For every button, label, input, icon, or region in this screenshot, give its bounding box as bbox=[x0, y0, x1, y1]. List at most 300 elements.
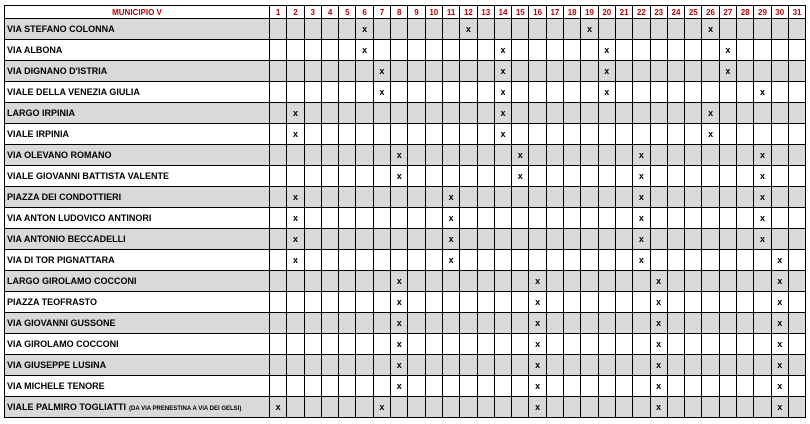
day-cell bbox=[270, 103, 287, 124]
day-cell bbox=[719, 187, 736, 208]
day-cell bbox=[321, 40, 338, 61]
day-cell bbox=[408, 208, 425, 229]
day-cell bbox=[737, 61, 754, 82]
day-header-30: 30 bbox=[771, 6, 788, 19]
day-cell bbox=[356, 250, 373, 271]
scheduled-mark: x bbox=[287, 208, 304, 229]
day-cell bbox=[685, 19, 702, 40]
scheduled-mark: x bbox=[771, 334, 788, 355]
day-cell bbox=[321, 229, 338, 250]
day-header-16: 16 bbox=[529, 6, 546, 19]
day-cell bbox=[321, 103, 338, 124]
day-cell bbox=[460, 124, 477, 145]
day-cell bbox=[564, 313, 581, 334]
day-cell bbox=[287, 313, 304, 334]
day-cell bbox=[564, 292, 581, 313]
day-cell bbox=[321, 292, 338, 313]
scheduled-mark: x bbox=[494, 103, 511, 124]
scheduled-mark: x bbox=[633, 166, 650, 187]
table-row bbox=[5, 187, 806, 208]
day-cell bbox=[667, 229, 684, 250]
day-cell bbox=[737, 19, 754, 40]
day-cell bbox=[442, 103, 459, 124]
day-cell bbox=[304, 145, 321, 166]
scheduled-mark: x bbox=[494, 40, 511, 61]
day-cell bbox=[442, 334, 459, 355]
table-row bbox=[5, 397, 806, 418]
scheduled-mark: x bbox=[650, 334, 667, 355]
day-cell bbox=[564, 376, 581, 397]
day-cell bbox=[321, 355, 338, 376]
day-cell bbox=[702, 250, 719, 271]
day-cell bbox=[304, 271, 321, 292]
day-cell bbox=[581, 334, 598, 355]
day-cell bbox=[356, 166, 373, 187]
scheduled-mark: x bbox=[356, 40, 373, 61]
day-cell bbox=[615, 40, 632, 61]
day-cell bbox=[512, 19, 529, 40]
day-cell bbox=[788, 103, 805, 124]
day-cell bbox=[512, 187, 529, 208]
day-cell bbox=[339, 82, 356, 103]
scheduled-mark: x bbox=[702, 124, 719, 145]
scheduled-mark: x bbox=[650, 313, 667, 334]
day-cell bbox=[737, 355, 754, 376]
street-name-cell bbox=[5, 103, 270, 124]
day-cell bbox=[719, 208, 736, 229]
day-cell bbox=[667, 376, 684, 397]
day-cell bbox=[287, 376, 304, 397]
day-cell bbox=[581, 61, 598, 82]
day-cell bbox=[598, 229, 615, 250]
scheduled-mark: x bbox=[754, 187, 771, 208]
day-cell bbox=[546, 334, 563, 355]
day-cell bbox=[477, 145, 494, 166]
day-cell bbox=[788, 82, 805, 103]
street-name-cell bbox=[5, 355, 270, 376]
day-cell bbox=[650, 82, 667, 103]
day-cell bbox=[477, 187, 494, 208]
scheduled-mark: x bbox=[442, 229, 459, 250]
street-note: (DA VIA PRENESTINA A VIA DEI GELSI) bbox=[129, 406, 242, 412]
day-cell bbox=[598, 355, 615, 376]
day-cell bbox=[529, 124, 546, 145]
day-cell bbox=[719, 103, 736, 124]
day-cell bbox=[598, 313, 615, 334]
day-cell bbox=[391, 397, 408, 418]
day-cell bbox=[304, 103, 321, 124]
street-name-cell bbox=[5, 19, 270, 40]
day-cell bbox=[702, 292, 719, 313]
table-row bbox=[5, 145, 806, 166]
day-cell bbox=[425, 124, 442, 145]
day-cell bbox=[287, 397, 304, 418]
day-cell bbox=[667, 166, 684, 187]
day-cell bbox=[581, 124, 598, 145]
day-cell bbox=[702, 334, 719, 355]
day-cell bbox=[356, 82, 373, 103]
day-cell bbox=[788, 355, 805, 376]
day-cell bbox=[321, 82, 338, 103]
day-cell bbox=[477, 376, 494, 397]
day-cell bbox=[529, 208, 546, 229]
scheduled-mark: x bbox=[754, 166, 771, 187]
day-cell bbox=[460, 271, 477, 292]
day-cell bbox=[702, 397, 719, 418]
day-cell bbox=[598, 208, 615, 229]
scheduled-mark: x bbox=[771, 313, 788, 334]
day-cell bbox=[477, 208, 494, 229]
day-cell bbox=[685, 271, 702, 292]
day-cell bbox=[615, 103, 632, 124]
day-cell bbox=[771, 187, 788, 208]
day-cell bbox=[321, 187, 338, 208]
day-cell bbox=[667, 145, 684, 166]
day-cell bbox=[598, 250, 615, 271]
day-cell bbox=[460, 250, 477, 271]
day-cell bbox=[512, 61, 529, 82]
day-cell bbox=[737, 292, 754, 313]
day-cell bbox=[737, 208, 754, 229]
table-row bbox=[5, 334, 806, 355]
day-cell bbox=[650, 40, 667, 61]
day-cell bbox=[512, 40, 529, 61]
day-cell bbox=[477, 103, 494, 124]
day-cell bbox=[425, 397, 442, 418]
day-cell bbox=[460, 82, 477, 103]
day-cell bbox=[667, 334, 684, 355]
day-cell bbox=[477, 82, 494, 103]
day-cell bbox=[771, 145, 788, 166]
scheduled-mark: x bbox=[287, 229, 304, 250]
day-cell bbox=[425, 40, 442, 61]
day-cell bbox=[460, 187, 477, 208]
day-cell bbox=[754, 355, 771, 376]
day-cell bbox=[339, 124, 356, 145]
day-cell bbox=[304, 229, 321, 250]
street-name: VIA GIUSEPPE LUSINA bbox=[7, 360, 107, 370]
day-header-18: 18 bbox=[564, 6, 581, 19]
scheduled-mark: x bbox=[460, 19, 477, 40]
scheduled-mark: x bbox=[771, 376, 788, 397]
day-cell bbox=[339, 145, 356, 166]
day-cell bbox=[373, 166, 390, 187]
day-cell bbox=[339, 229, 356, 250]
day-cell bbox=[581, 313, 598, 334]
day-cell bbox=[356, 271, 373, 292]
street-name-cell bbox=[5, 166, 270, 187]
day-header-6: 6 bbox=[356, 6, 373, 19]
day-cell bbox=[719, 19, 736, 40]
day-cell bbox=[494, 292, 511, 313]
day-cell bbox=[477, 271, 494, 292]
day-cell bbox=[615, 271, 632, 292]
day-cell bbox=[564, 187, 581, 208]
day-cell bbox=[564, 250, 581, 271]
day-cell bbox=[685, 250, 702, 271]
day-cell bbox=[633, 334, 650, 355]
table-body bbox=[5, 19, 806, 418]
day-cell bbox=[339, 166, 356, 187]
day-cell bbox=[356, 355, 373, 376]
day-cell bbox=[408, 229, 425, 250]
scheduled-mark: x bbox=[771, 292, 788, 313]
day-cell bbox=[391, 82, 408, 103]
day-header-2: 2 bbox=[287, 6, 304, 19]
scheduled-mark: x bbox=[494, 82, 511, 103]
day-header-4: 4 bbox=[321, 6, 338, 19]
day-cell bbox=[598, 271, 615, 292]
day-cell bbox=[737, 229, 754, 250]
day-cell bbox=[754, 397, 771, 418]
day-cell bbox=[512, 376, 529, 397]
day-header-5: 5 bbox=[339, 6, 356, 19]
day-cell bbox=[788, 40, 805, 61]
day-cell bbox=[477, 292, 494, 313]
day-cell bbox=[339, 292, 356, 313]
day-cell bbox=[564, 82, 581, 103]
day-cell bbox=[685, 166, 702, 187]
day-cell bbox=[425, 313, 442, 334]
day-cell bbox=[615, 376, 632, 397]
day-cell bbox=[667, 250, 684, 271]
day-cell bbox=[788, 292, 805, 313]
street-name: VIA ANTON LUDOVICO ANTINORI bbox=[7, 213, 152, 223]
scheduled-mark: x bbox=[650, 271, 667, 292]
day-cell bbox=[564, 124, 581, 145]
day-cell bbox=[685, 376, 702, 397]
day-cell bbox=[598, 397, 615, 418]
day-cell bbox=[771, 229, 788, 250]
day-cell bbox=[737, 145, 754, 166]
day-cell bbox=[650, 124, 667, 145]
street-name: VIALE IRPINIA bbox=[7, 129, 70, 139]
day-cell bbox=[702, 355, 719, 376]
day-cell bbox=[477, 166, 494, 187]
day-cell bbox=[615, 397, 632, 418]
day-cell bbox=[339, 334, 356, 355]
street-name: VIALE PALMIRO TOGLIATTI bbox=[7, 402, 126, 412]
scheduled-mark: x bbox=[373, 61, 390, 82]
street-name: VIA MICHELE TENORE bbox=[7, 381, 105, 391]
day-header-28: 28 bbox=[737, 6, 754, 19]
street-name-cell bbox=[5, 61, 270, 82]
day-cell bbox=[304, 40, 321, 61]
day-cell bbox=[598, 187, 615, 208]
day-cell bbox=[754, 103, 771, 124]
scheduled-mark: x bbox=[633, 208, 650, 229]
table-row bbox=[5, 229, 806, 250]
day-header-20: 20 bbox=[598, 6, 615, 19]
day-cell bbox=[373, 208, 390, 229]
day-header-24: 24 bbox=[667, 6, 684, 19]
day-cell bbox=[598, 292, 615, 313]
day-cell bbox=[633, 271, 650, 292]
street-name: VIA GIOVANNI GUSSONE bbox=[7, 318, 116, 328]
day-cell bbox=[270, 313, 287, 334]
day-cell bbox=[546, 187, 563, 208]
day-header-22: 22 bbox=[633, 6, 650, 19]
day-cell bbox=[529, 250, 546, 271]
day-cell bbox=[546, 124, 563, 145]
day-cell bbox=[477, 334, 494, 355]
day-cell bbox=[425, 334, 442, 355]
day-cell bbox=[321, 208, 338, 229]
day-cell bbox=[304, 19, 321, 40]
day-cell bbox=[719, 124, 736, 145]
day-cell bbox=[546, 397, 563, 418]
day-cell bbox=[529, 19, 546, 40]
day-cell bbox=[270, 334, 287, 355]
day-cell bbox=[546, 271, 563, 292]
day-cell bbox=[339, 376, 356, 397]
table-row bbox=[5, 19, 806, 40]
day-cell bbox=[356, 397, 373, 418]
day-cell bbox=[373, 229, 390, 250]
day-cell bbox=[512, 208, 529, 229]
scheduled-mark: x bbox=[754, 208, 771, 229]
scheduled-mark: x bbox=[512, 145, 529, 166]
day-header-25: 25 bbox=[685, 6, 702, 19]
day-cell bbox=[737, 82, 754, 103]
day-cell bbox=[270, 145, 287, 166]
day-cell bbox=[771, 61, 788, 82]
scheduled-mark: x bbox=[771, 355, 788, 376]
day-header-17: 17 bbox=[546, 6, 563, 19]
day-header-21: 21 bbox=[615, 6, 632, 19]
day-cell bbox=[771, 166, 788, 187]
street-name: VIA OLEVANO ROMANO bbox=[7, 150, 112, 160]
day-cell bbox=[771, 82, 788, 103]
scheduled-mark: x bbox=[633, 250, 650, 271]
scheduled-mark: x bbox=[771, 397, 788, 418]
day-cell bbox=[737, 40, 754, 61]
street-name-cell bbox=[5, 397, 270, 418]
day-cell bbox=[494, 271, 511, 292]
day-cell bbox=[339, 40, 356, 61]
day-cell bbox=[460, 229, 477, 250]
day-cell bbox=[356, 61, 373, 82]
day-cell bbox=[356, 376, 373, 397]
table-row bbox=[5, 376, 806, 397]
day-cell bbox=[494, 355, 511, 376]
day-cell bbox=[425, 145, 442, 166]
day-cell bbox=[771, 208, 788, 229]
day-header-8: 8 bbox=[391, 6, 408, 19]
day-cell bbox=[425, 166, 442, 187]
scheduled-mark: x bbox=[633, 229, 650, 250]
day-cell bbox=[598, 376, 615, 397]
day-cell bbox=[477, 61, 494, 82]
day-cell bbox=[737, 376, 754, 397]
street-name: LARGO IRPINIA bbox=[7, 108, 76, 118]
day-header-27: 27 bbox=[719, 6, 736, 19]
day-cell bbox=[529, 40, 546, 61]
day-cell bbox=[546, 145, 563, 166]
day-cell bbox=[685, 292, 702, 313]
day-cell bbox=[287, 166, 304, 187]
day-cell bbox=[442, 61, 459, 82]
table-row bbox=[5, 82, 806, 103]
day-cell bbox=[408, 19, 425, 40]
day-cell bbox=[356, 292, 373, 313]
day-cell bbox=[702, 313, 719, 334]
day-cell bbox=[754, 19, 771, 40]
day-cell bbox=[754, 376, 771, 397]
day-cell bbox=[650, 166, 667, 187]
scheduled-mark: x bbox=[650, 355, 667, 376]
day-cell bbox=[667, 40, 684, 61]
scheduled-mark: x bbox=[494, 61, 511, 82]
scheduled-mark: x bbox=[598, 61, 615, 82]
day-cell bbox=[581, 271, 598, 292]
day-cell bbox=[529, 82, 546, 103]
day-cell bbox=[512, 250, 529, 271]
day-cell bbox=[287, 334, 304, 355]
scheduled-mark: x bbox=[529, 355, 546, 376]
scheduled-mark: x bbox=[702, 103, 719, 124]
day-cell bbox=[615, 61, 632, 82]
day-header-29: 29 bbox=[754, 6, 771, 19]
day-cell bbox=[270, 187, 287, 208]
day-cell bbox=[287, 355, 304, 376]
day-cell bbox=[321, 271, 338, 292]
day-cell bbox=[512, 229, 529, 250]
day-cell bbox=[564, 334, 581, 355]
day-cell bbox=[546, 229, 563, 250]
day-cell bbox=[373, 250, 390, 271]
day-cell bbox=[373, 313, 390, 334]
street-name-cell bbox=[5, 292, 270, 313]
day-cell bbox=[737, 250, 754, 271]
day-cell bbox=[581, 376, 598, 397]
day-cell bbox=[633, 82, 650, 103]
day-cell bbox=[287, 61, 304, 82]
day-cell bbox=[512, 82, 529, 103]
day-cell bbox=[270, 19, 287, 40]
day-cell bbox=[442, 355, 459, 376]
table-row bbox=[5, 355, 806, 376]
scheduled-mark: x bbox=[494, 124, 511, 145]
day-cell bbox=[477, 355, 494, 376]
day-cell bbox=[494, 397, 511, 418]
day-cell bbox=[788, 397, 805, 418]
scheduled-mark: x bbox=[287, 103, 304, 124]
day-cell bbox=[494, 166, 511, 187]
day-cell bbox=[356, 334, 373, 355]
day-cell bbox=[304, 208, 321, 229]
day-cell bbox=[321, 376, 338, 397]
street-name-cell bbox=[5, 313, 270, 334]
day-cell bbox=[391, 124, 408, 145]
day-cell bbox=[633, 103, 650, 124]
day-cell bbox=[494, 250, 511, 271]
scheduled-mark: x bbox=[529, 397, 546, 418]
scheduled-mark: x bbox=[529, 292, 546, 313]
scheduled-mark: x bbox=[512, 166, 529, 187]
day-cell bbox=[667, 187, 684, 208]
day-cell bbox=[702, 82, 719, 103]
day-cell bbox=[460, 61, 477, 82]
day-cell bbox=[546, 40, 563, 61]
day-cell bbox=[581, 166, 598, 187]
day-cell bbox=[494, 19, 511, 40]
street-name: VIALE GIOVANNI BATTISTA VALENTE bbox=[7, 171, 169, 181]
day-header-19: 19 bbox=[581, 6, 598, 19]
header-row bbox=[5, 6, 806, 19]
street-name: VIA DI TOR PIGNATTARA bbox=[7, 255, 115, 265]
day-cell bbox=[667, 292, 684, 313]
